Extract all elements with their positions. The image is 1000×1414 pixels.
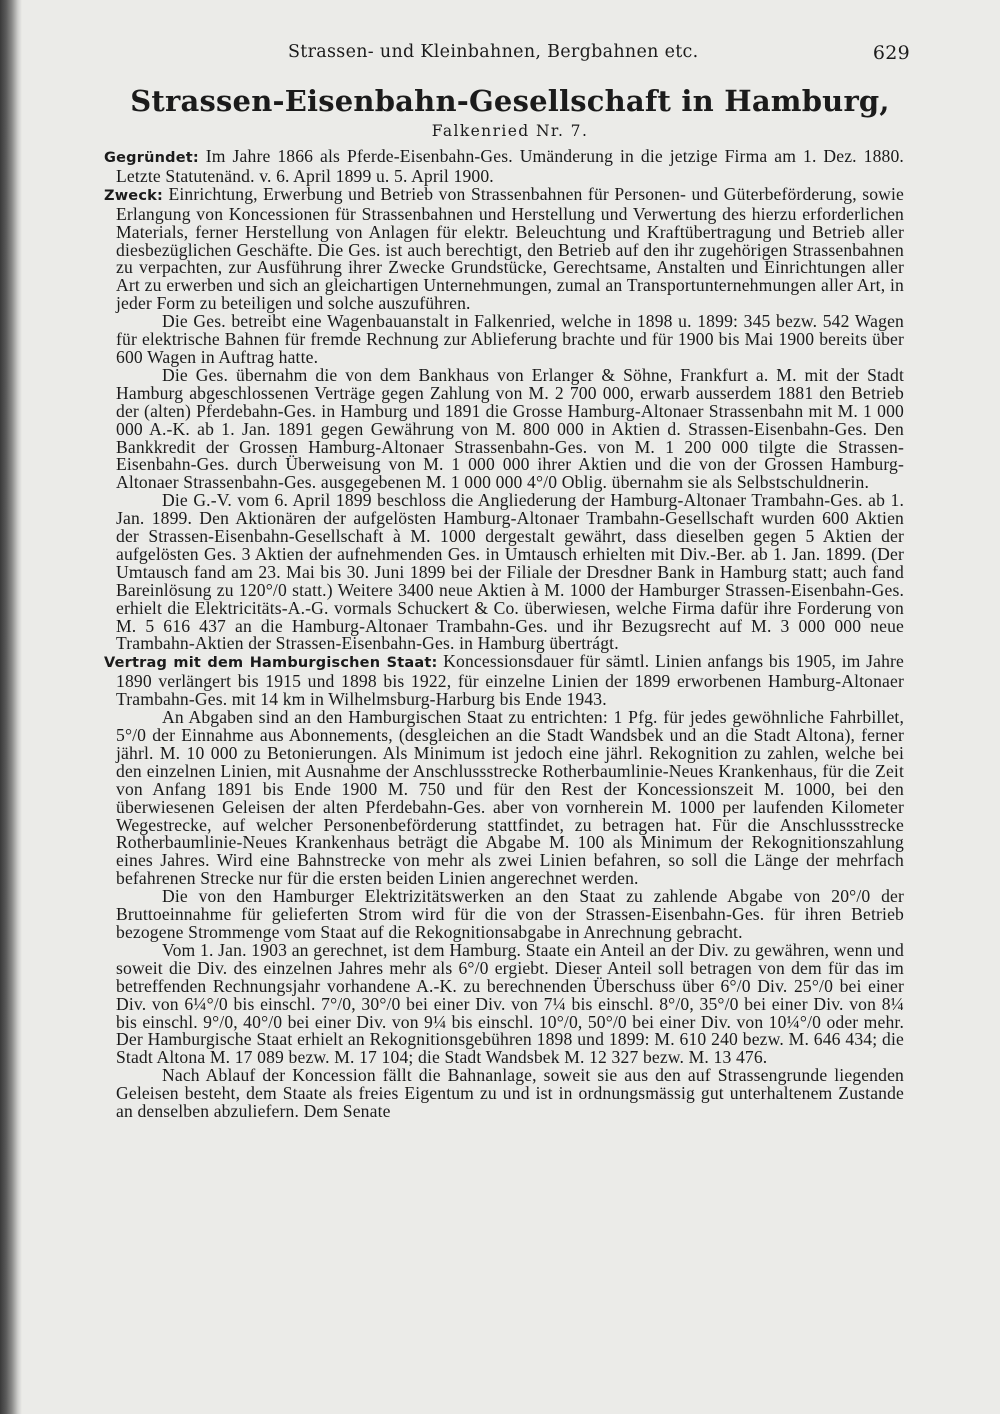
page-number: 629 — [872, 42, 910, 64]
section-vertrag — [104, 653, 904, 709]
section-zweck — [104, 183, 904, 314]
section-gegruendet — [104, 148, 904, 186]
paragraph: Vom 1. Jan. 1903 an gerechnet, ist dem Hamburg. Staate ein Anteil an der Div. zu gewähren, wenn und soweit die Div. des einzelnen Jahres mehr als 6°/0 ergiebt. Dieser Anteil soll betragen von dem für das im betreffenden Rechnungsjahr vorhandene A.-K. zu berechnenden Überschuss über 6°/0 Div. 25°/0 bei einer Div. von 6¼°/0 bis einschl. 7°/0, 30°/0 bei einer Div. von 7¼ bis einschl. 8°/0, 35°/0 bei einer Div. von 8¼ bis einschl. 9°/0, 40°/0 bei einer Div. von 9¼ bis einschl. 10°/0, 50°/0 bei einer Div. von 10¼°/0 oder mehr. Der Hamburgische Staat erhielt an Rekognitionsgebühren 1898 und 1899: M. 610 240 bezw. M. 646 434; die Stadt Altona M. 17 089 bezw. M. 17 104; die Stadt Wandsbek M. 12 327 bezw. M. 13 476. — [116, 939, 904, 1068]
paragraph: Die Ges. übernahm die von dem Bankhaus von Erlanger & Söhne, Frankfurt a. M. mit der Stadt Hamburg abgeschlossenen Verträge gegen Zahlung von M. 2 700 000, erwarb ausserdem 1881 den Betrieb der (alten) Pferdebahn-Ges. in Hamburg und 1891 die Grosse Hamburg-Altonaer Strassenbahn mit M. 1 000 000 A.-K. ab 1. Jan. 1891 gegen Gewährung von M. 800 000 in Aktien d. Strassen-Eisenbahn-Ges. Den Bankkredit der Grossen Hamburg-Altonaer Strassenbahn-Ges. von M. 1 200 000 tilgte die Strassen-Eisenbahn-Ges. durch Überweisung von M. 1 000 000 ihrer Aktien und die von der Grossen Hamburg-Altonaer Strassenbahn-Ges. ausgegebenen M. 1 000 000 4°/0 Oblig. übernahm sie als Selbstschuldnerin. — [116, 364, 904, 493]
company-address: Falkenried Nr. 7. — [431, 122, 589, 140]
paragraph: Die G.-V. vom 6. April 1899 beschloss die Angliederung der Hamburg-Altonaer Trambahn-Ges. ab 1. Jan. 1899. Den Aktionären der aufgelösten Hamburg-Altonaer Trambahn-Gesellschaft wurden 600 Aktien der Strassen-Eisenbahn-Gesellschaft à M. 1000 dergestalt gewährt, dass dieselben gegen 5 Aktien der aufgelösten Ges. 3 Aktien der aufnehmenden Ges. in Umtausch erhielten mit Div.-Ber. ab 1. Jan. 1899. (Der Umtausch fand am 23. Mai bis 30. Juni 1899 bei der Filiale der Dresdner Bank in Hamburg statt; auch fand Bareinlösung zu 120°/0 statt.) Weitere 3400 neue Aktien à M. 1000 der Hamburger Strassen-Eisenbahn-Ges. erhielt die Elektricitäts-A.-G. vormals Schuckert & Co. überwiesen, welche Firma dafür ihre Forderung von M. 5 616 437 an die Hamburg-Altonaer Trambahn-Ges. und ihr Bezugsrecht auf M. 3 000 000 neue Trambahn-Aktien der Strassen-Eisenbahn-Ges. in Hamburg übertrágt. — [116, 490, 904, 654]
section-text: Koncessionsdauer für sämtl. Linien anfangs bis 1905, im Jahre 1890 verlängert bis 1915 und 1898 bis 1922, für einzelne Linien der 1899 erworbenen Hamburg-Altonaer Trambahn-Ges. mit 14 km in Wilhelmsburg-Harburg bis Ende 1943. — [116, 651, 904, 710]
section-label: Zweck: — [104, 187, 163, 204]
paragraph: An Abgaben sind an den Hamburgischen Staat zu entrichten: 1 Pfg. für jedes gewöhnliche Fahrbillet, 5°/0 der Einnahme aus Abonnements, (desgleichen an die Stadt Wandsbek und an die Stadt Altona), ferner jährl. M. 10 000 zu Betonierungen. Als Minimum ist jedoch eine jährl. Rekognition zu zahlen, welche bei den einzelnen Linien, mit Ausnahme der Anschlussstrecke Rotherbaumlinie-Neues Krankenhaus, für die Zeit von Anfang 1891 bis Ende 1900 M. 750 und für den Rest der Koncessionszeit M. 1000, bei den überwiesenen Geleisen der alten Pferdebahn-Ges. aber von vornherein M. 1000 per laufenden Kilometer Wegestrecke, auf welcher Personenbeförderung stattfindet, zu betragen hat. Für die Anschlussstrecke Rotherbaumlinie-Neues Krankenhaus beträgt die Abgabe M. 100 als Minimum der Rekognitionszahlung eines Jahres. Wird eine Bahnstrecke von mehr als zwei Linien befahren, so soll die Länge der mehrfach befahrenen Strecke nur für die ersten beiden Linien angerechnet werden. — [116, 707, 904, 889]
running-head-title: Strassen- und Kleinbahnen, Bergbahnen etc. — [288, 42, 699, 62]
paragraph: Nach Ablauf der Koncession fällt die Bahnanlage, soweit sie aus den auf Strassengrunde liegenden Geleisen besteht, dem Staate als freies Eigentum zu und ist in ordnungsmässig gut unterhaltenem Zustande an denselben abzuliefern. Dem Senate — [116, 1065, 904, 1122]
section-label: Vertrag mit dem Hamburgischen Staat: — [104, 655, 438, 672]
article-body — [104, 148, 904, 1121]
section-text: Einrichtung, Erwerbung und Betrieb von Strassenbahnen für Personen- und Güterbeförderung, sowie Erlangung von Koncessionen für Strassenbahnen und Herstellung und Verwertung des hierzu erforderlichen Materials, ferner Herstellung von Anlagen für elektr. Beleuchtung und Kraftübertragung und Betrieb aller diesbezüglichen Geschäfte. Die Ges. ist auch berechtigt, den Betrieb auf den ihr zugehörigen Strassenbahnen zu verpachten, zur Ausführung ihrer Zwecke Grundstücke, Gerechtsame, Anstalten und Einrichtungen aller Art zu erwerben und sich an gleichartigen Unternehmungen, zumal an Transportunternehmungen aller Art, in jeder Form zu beteiligen und solche auszuführen. — [116, 183, 904, 314]
paragraph: Die Ges. betreibt eine Wagenbauanstalt in Falkenried, welche in 1898 u. 1899: 345 bezw. 542 Wagen für elektrische Bahnen für fremde Rechnung zur Ablieferung brachte und für 1900 bis Mai 1900 bereits über 600 Wagen in Auftrag hatte. — [116, 311, 904, 367]
section-label: Gegründet: — [104, 150, 199, 166]
company-title: Strassen-Eisenbahn-Gesellschaft in Hamburg, — [130, 84, 890, 118]
section-text: Im Jahre 1866 als Pferde-Eisenbahn-Ges. Umänderung in die jetzige Firma am 1. Dez. 1880. Letzte Statutenänd. v. 6. April 1899 u. 5. April 1900. — [116, 146, 904, 186]
book-binding-shadow — [0, 0, 22, 1414]
paragraph: Die von den Hamburger Elektrizitätswerken an den Staat zu zahlende Abgabe von 20°/0 der Bruttoeinnahme für gelieferten Strom wird für die von der Strassen-Eisenbahn-Ges. für ihren Betrieb bezogene Strommenge vom Staat auf die Rekognitionsabgabe in Anrechnung gebracht. — [116, 886, 904, 942]
